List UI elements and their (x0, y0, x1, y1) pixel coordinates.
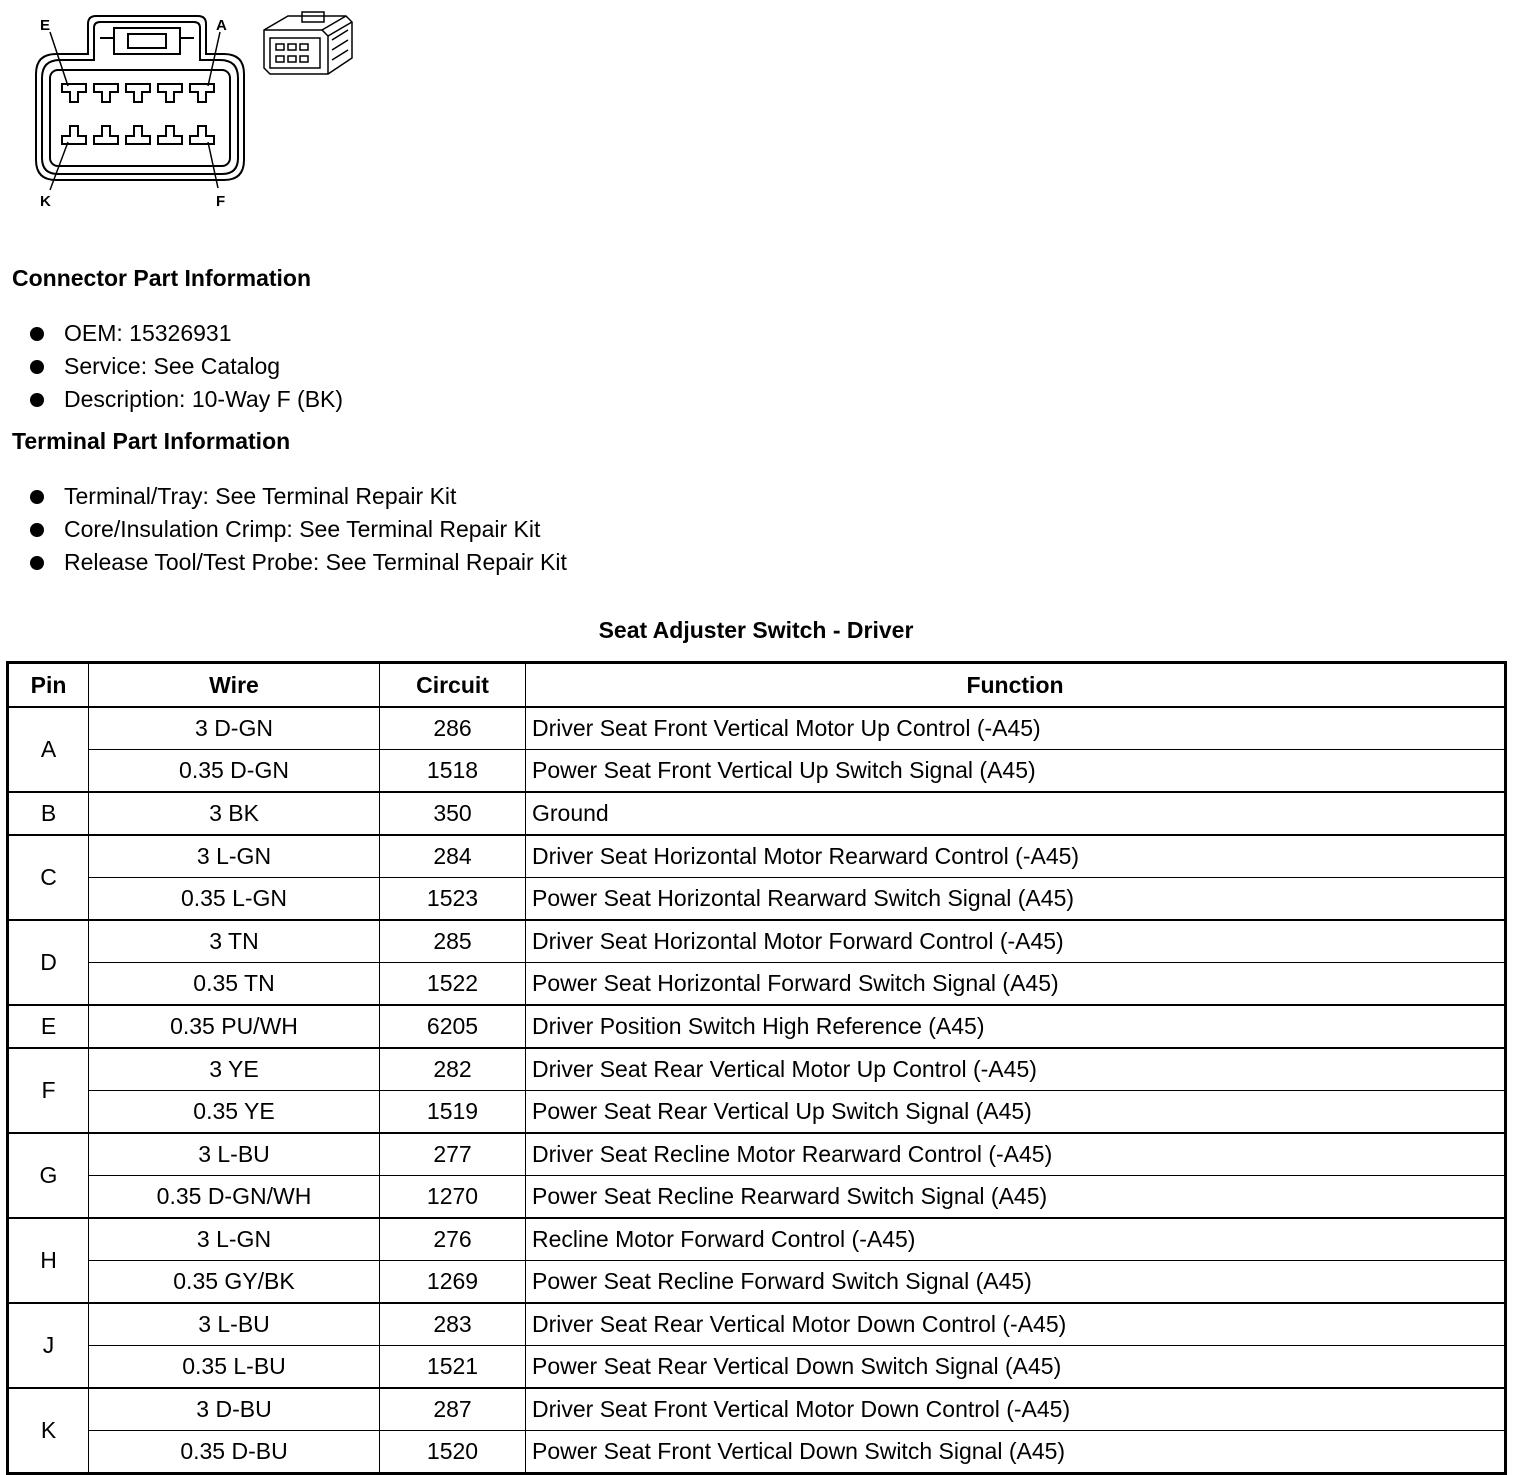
table-header-row (8, 663, 1506, 708)
pin-cell: C (8, 835, 89, 920)
bullet-icon (30, 523, 44, 537)
wire-cell: 3 L-GN (89, 835, 380, 878)
list-item: Description: 10-Way F (BK) (28, 383, 343, 416)
table-row (8, 750, 1506, 793)
terminal-part-info-heading: Terminal Part Information (12, 428, 291, 454)
wire-cell: 0.35 D-GN/WH (89, 1176, 380, 1219)
terminal-part-info-list (28, 480, 567, 579)
table-row (8, 1261, 1506, 1304)
circuit-cell: 1520 (380, 1431, 526, 1474)
circuit-cell: 1269 (380, 1261, 526, 1304)
connector-part-info-heading: Connector Part Information (12, 265, 312, 291)
list-item: Service: See Catalog (28, 350, 343, 383)
table-title: Seat Adjuster Switch - Driver (598, 617, 914, 643)
function-cell: Power Seat Front Vertical Down Switch Signal (A45) (526, 1431, 1506, 1474)
circuit-cell: 285 (380, 920, 526, 963)
table-row (8, 1133, 1506, 1176)
list-item: Release Tool/Test Probe: See Terminal Repair Kit (28, 546, 567, 579)
pin-label-k: K (40, 193, 51, 210)
circuit-cell: 1518 (380, 750, 526, 793)
table-row (8, 1048, 1506, 1091)
connector-face-diagram (28, 8, 258, 213)
table-row (8, 835, 1506, 878)
function-cell: Driver Seat Rear Vertical Motor Down Control (-A45) (526, 1303, 1506, 1346)
table-row (8, 1091, 1506, 1134)
circuit-cell: 283 (380, 1303, 526, 1346)
circuit-cell: 1522 (380, 963, 526, 1006)
connector-part-info-list (28, 317, 343, 416)
circuit-cell: 276 (380, 1218, 526, 1261)
table-row (8, 963, 1506, 1006)
pin-cell: F (8, 1048, 89, 1133)
pin-cell: A (8, 707, 89, 792)
wire-cell: 0.35 PU/WH (89, 1005, 380, 1048)
bullet-icon (30, 490, 44, 504)
pin-cell: B (8, 792, 89, 835)
header-function: Function (526, 663, 1506, 708)
header-wire: Wire (89, 663, 380, 708)
table-row (8, 878, 1506, 921)
header-circuit: Circuit (380, 663, 526, 708)
circuit-cell: 277 (380, 1133, 526, 1176)
table-row (8, 707, 1506, 750)
circuit-cell: 1521 (380, 1346, 526, 1389)
wire-cell: 3 BK (89, 792, 380, 835)
table-row (8, 1431, 1506, 1474)
connector-3d-view (258, 10, 358, 80)
wire-cell: 3 YE (89, 1048, 380, 1091)
wire-cell: 0.35 YE (89, 1091, 380, 1134)
bullet-icon (30, 556, 44, 570)
bullet-icon (30, 360, 44, 374)
wire-cell: 3 D-GN (89, 707, 380, 750)
pin-table (6, 661, 1507, 1475)
wire-cell: 0.35 D-BU (89, 1431, 380, 1474)
list-item: Core/Insulation Crimp: See Terminal Repair Kit (28, 513, 567, 546)
function-cell: Driver Seat Rear Vertical Motor Up Control (-A45) (526, 1048, 1506, 1091)
table-row (8, 792, 1506, 835)
function-cell: Power Seat Recline Forward Switch Signal (A45) (526, 1261, 1506, 1304)
function-cell: Driver Seat Front Vertical Motor Up Control (-A45) (526, 707, 1506, 750)
wire-cell: 0.35 GY/BK (89, 1261, 380, 1304)
table-row (8, 1218, 1506, 1261)
wire-cell: 3 L-GN (89, 1218, 380, 1261)
wire-cell: 0.35 D-GN (89, 750, 380, 793)
wire-cell: 0.35 TN (89, 963, 380, 1006)
table-row (8, 1005, 1506, 1048)
function-cell: Power Seat Rear Vertical Down Switch Signal (A45) (526, 1346, 1506, 1389)
bullet-icon (30, 393, 44, 407)
circuit-cell: 1519 (380, 1091, 526, 1134)
function-cell: Driver Seat Front Vertical Motor Down Control (-A45) (526, 1388, 1506, 1431)
wire-cell: 3 L-BU (89, 1303, 380, 1346)
function-cell: Driver Seat Horizontal Motor Forward Control (-A45) (526, 920, 1506, 963)
pin-label-a: A (216, 17, 227, 34)
list-item: OEM: 15326931 (28, 317, 343, 350)
pin-cell: H (8, 1218, 89, 1303)
table-row (8, 1388, 1506, 1431)
wire-cell: 3 D-BU (89, 1388, 380, 1431)
circuit-cell: 1270 (380, 1176, 526, 1219)
circuit-cell: 282 (380, 1048, 526, 1091)
circuit-cell: 6205 (380, 1005, 526, 1048)
function-cell: Power Seat Horizontal Rearward Switch Signal (A45) (526, 878, 1506, 921)
circuit-cell: 350 (380, 792, 526, 835)
circuit-cell: 286 (380, 707, 526, 750)
pin-cell: D (8, 920, 89, 1005)
table-row (8, 920, 1506, 963)
circuit-cell: 284 (380, 835, 526, 878)
function-cell: Power Seat Rear Vertical Up Switch Signal (A45) (526, 1091, 1506, 1134)
wire-cell: 3 TN (89, 920, 380, 963)
pin-label-f: F (216, 193, 226, 210)
pin-cell: G (8, 1133, 89, 1218)
pin-cell: J (8, 1303, 89, 1388)
function-cell: Power Seat Recline Rearward Switch Signal (A45) (526, 1176, 1506, 1219)
table-row (8, 1176, 1506, 1219)
pin-cell: E (8, 1005, 89, 1048)
function-cell: Ground (526, 792, 1506, 835)
function-cell: Recline Motor Forward Control (-A45) (526, 1218, 1506, 1261)
wire-cell: 0.35 L-BU (89, 1346, 380, 1389)
wire-cell: 0.35 L-GN (89, 878, 380, 921)
bullet-icon (30, 327, 44, 341)
function-cell: Driver Seat Horizontal Motor Rearward Control (-A45) (526, 835, 1506, 878)
wire-cell: 3 L-BU (89, 1133, 380, 1176)
function-cell: Driver Position Switch High Reference (A45) (526, 1005, 1506, 1048)
header-pin: Pin (8, 663, 89, 708)
function-cell: Power Seat Front Vertical Up Switch Signal (A45) (526, 750, 1506, 793)
function-cell: Driver Seat Recline Motor Rearward Control (-A45) (526, 1133, 1506, 1176)
table-row (8, 1303, 1506, 1346)
function-cell: Power Seat Horizontal Forward Switch Signal (A45) (526, 963, 1506, 1006)
pin-label-e: E (40, 17, 51, 34)
circuit-cell: 1523 (380, 878, 526, 921)
circuit-cell: 287 (380, 1388, 526, 1431)
table-row (8, 1346, 1506, 1389)
pin-cell: K (8, 1388, 89, 1474)
list-item: Terminal/Tray: See Terminal Repair Kit (28, 480, 567, 513)
